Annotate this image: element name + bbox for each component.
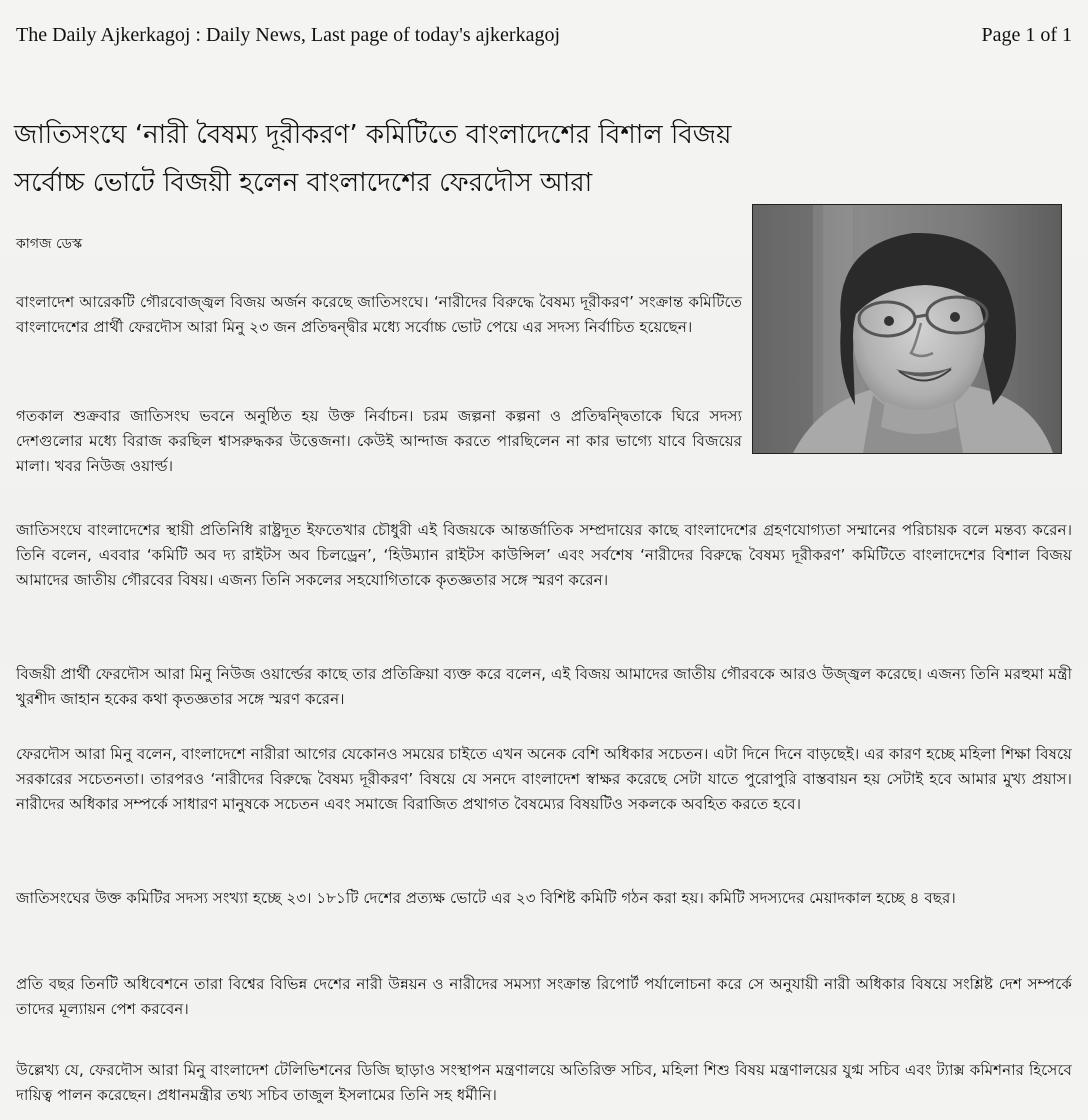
byline: কাগজ ডেস্ক	[16, 236, 83, 252]
paragraph-5: ফেরদৌস আরা মিনু বলেন, বাংলাদেশে নারীরা আগের যেকোনও সময়ের চাইতে এখন অনেক বেশি অধিকার সচেতন। এটা দিনে দিনে বাড়ছেই। এর কারণ হচ্ছে মহিলা শিক্ষা বিষয়ে সরকারের সচেতনতা। তারপরও ‘নারীদের বিরুদ্ধে বৈষম্য দূরীকরণ’ বিষয়ে যে সনদে বাংলাদেশ স্বাক্ষর করেছে সেটা যাতে পুরোপুরি বাস্তবায়ন হয় সেটাই হবে আমার মুখ্য প্রয়াস। নারীদের অধিকার সম্পর্কে সাধারণ মানুষকে সচেতন এবং সমাজে বিরাজিত প্রথাগত বৈষম্যের বিষয়টিও সকলকে অবহিত করতে হবে।	[16, 745, 1072, 813]
headline-line-1: জাতিসংঘে ‘নারী বৈষম্য দূরীকরণ’ কমিটিতে বাংলাদেশের বিশাল বিজয়	[14, 120, 732, 150]
source-header: The Daily Ajkerkagoj : Daily News, Last page of today's ajkerkagoj	[16, 24, 561, 46]
paragraph-7: প্রতি বছর তিনটি অধিবেশনে তারা বিশ্বের বিভিন্ন দেশের নারী উন্নয়ন ও নারীদের সমস্যা সংক্রান্ত রিপোর্ট পর্যালোচনা করে সে অনুযায়ী নারী অধিকার বিষয়ে সংশ্লিষ্ট দেশ সম্পর্কে তাদের মূল্যায়ন পেশ করবেন।	[16, 975, 1072, 1018]
page-indicator: Page 1 of 1	[981, 24, 1072, 46]
paragraph-2: গতকাল শুক্রবার জাতিসংঘ ভবনে অনুষ্ঠিত হয় উক্ত নির্বাচন। চরম জল্পনা কল্পনা ও প্রতিদ্বন্দ্বিতাকে ঘিরে সদস্য দেশগুলোর মধ্যে বিরাজ করছিল শ্বাসরুদ্ধকর উত্তেজনা। কেউই আন্দাজ করতে পারছিলেন না কার ভাগ্যে যাবে বিজয়ের মালা। খবর নিউজ ওয়ার্ল্ড।	[16, 407, 742, 475]
portrait-photo	[752, 204, 1062, 454]
headline-line-2: সর্বোচ্চ ভোটে বিজয়ী হলেন বাংলাদেশের ফেরদৌস আরা	[14, 168, 593, 198]
paragraph-4: বিজয়ী প্রার্থী ফেরদৌস আরা মিনু নিউজ ওয়ার্ল্ডের কাছে তার প্রতিক্রিয়া ব্যক্ত করে বলেন, এই বিজয় আমাদের জাতীয় গৌরবকে আরও উজ্জ্বল করেছে। এজন্য তিনি মরহুমা মন্ত্রী খুরশীদ জাহান হকের কথা কৃতজ্ঞতার সঙ্গে স্মরণ করেন।	[16, 665, 1072, 708]
paragraph-6: জাতিসংঘের উক্ত কমিটির সদস্য সংখ্যা হচ্ছে ২৩। ১৮১টি দেশের প্রত্যক্ষ ভোটে এর ২৩ বিশিষ্ট কমিটি গঠন করা হয়। কমিটি সদস্যদের মেয়াদকাল হচ্ছে ৪ বছর।	[16, 889, 956, 907]
paragraph-1: বাংলাদেশ আরেকটি গৌরবোজ্জ্বল বিজয় অর্জন করেছে জাতিসংঘে। ‘নারীদের বিরুদ্ধে বৈষম্য দূরীকরণ’ সংক্রান্ত কমিটিতে বাংলাদেশের প্রার্থী ফেরদৌস আরা মিনু ২৩ জন প্রতিদ্বন্দ্বীর মধ্যে সর্বোচ্চ ভোট পেয়ে এর সদস্য নির্বাচিত হয়েছেন।	[16, 293, 742, 336]
paragraph-3: জাতিসংঘে বাংলাদেশের স্থায়ী প্রতিনিধি রাষ্ট্রদূত ইফতেখার চৌধুরী এই বিজয়কে আন্তর্জাতিক সম্প্রদায়ের কাছে বাংলাদেশের গ্রহণযোগ্যতা সম্মানের পরিচায়ক বলে মন্তব্য করেন। তিনি বলেন, এববার ‘কমিটি অব দ্য রাইটস অব চিলড্রেন’, ‘হিউম্যান রাইটস কাউন্সিল’ এবং সর্বশেষ ‘নারীদের বিরুদ্ধে বৈষম্য দূরীকরণ’ কমিটিতে বাংলাদেশের বিশাল বিজয় আমাদের জাতীয় গৌরবের বিষয়। এজন্য তিনি সকলের সহযোগিতাকে কৃতজ্ঞতার সঙ্গে স্মরণ করেন।	[16, 521, 1072, 589]
portrait-photo-icon	[753, 205, 1061, 453]
paragraph-8: উল্লেখ্য যে, ফেরদৌস আরা মিনু বাংলাদেশ টেলিভিশনের ডিজি ছাড়াও সংস্থাপন মন্ত্রণালয়ে অতিরিক্ত সচিব, মহিলা শিশু বিষয় মন্ত্রণালয়ের যুগ্ম সচিব এবং ট্যাক্স কমিশনার হিসেবে দায়িত্ব পালন করেছেন। প্রধানমন্ত্রীর তথ্য সচিব তাজুল ইসলামের তিনি সহ ধর্মীনি।	[16, 1061, 1072, 1104]
